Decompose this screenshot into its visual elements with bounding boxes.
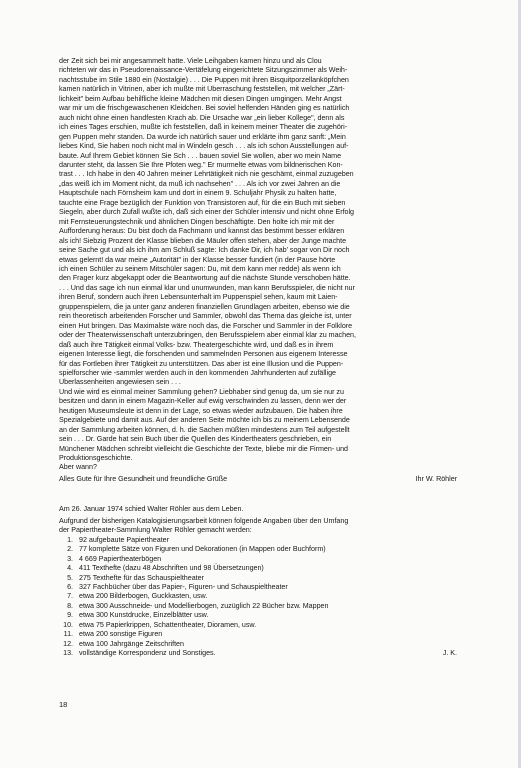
letter-line: trast . . . Ich habe in den 40 Jahren meiner Lehrtätigkeit nich nie geschämt, einmal zuzugeben xyxy=(59,170,354,179)
letter-line: ich einen Schüler zu seinem Mitschüler sagen: Du, mit dem kann mer redde) als wenn ich xyxy=(59,264,341,273)
letter-line: einen Hut bringen. Das Maximalste wäre noch das, die Forscher und Sammler in der Folklore xyxy=(59,321,353,330)
page-number: 18 xyxy=(59,700,68,709)
letter-line: . . . Und das sage ich nun einmal klar und unumwunden, man kann Berufsspieler, die nicht nur xyxy=(59,283,355,292)
letter-line: seine Sache gut und als ich ihm am Schluß sagte: Ich danke Dir, ich hab' sogar von Dir noch xyxy=(59,246,350,255)
letter-line: der Zeit sich bei mir angesammelt hatte. Viele Leihgaben kamen hinzu und als Clou xyxy=(59,57,322,65)
letter-line: den Frager kurz abgekappt oder die Beantwortung auf die nächste Stunde verschoben hätte. xyxy=(59,274,351,283)
letter-line: für das Fortleben ihrer Tätigkeit zu unterstützen. Das aber ist eine Illusion und die Puppen- xyxy=(59,359,344,368)
note-intro xyxy=(59,517,463,536)
letter-body xyxy=(59,57,463,473)
death-notice: Am 26. Januar 1974 schied Walter Röhler aus dem Leben. xyxy=(59,505,244,514)
letter-line: nachtsstube im Stile 1880 ein (Nostalgie) . . . Die Puppen mit ihren Bisquitporzellanköpfchen xyxy=(59,75,349,84)
collection-item-text: 4 669 Papiertheaterbögen xyxy=(79,554,162,563)
letter-line: rein theoretisch arbeitenden Forscher und Sammler, obwohl das Thema das gleiche ist, unter xyxy=(59,312,352,321)
collection-item-number: 6. xyxy=(67,583,73,592)
collection-list xyxy=(59,536,463,659)
letter-line: auch nicht ohne einen handfesten Krach ab. Die Ursache war „ein lieber Kollege", denn als xyxy=(59,113,345,122)
letter-line: war mir um die frischgewaschenen Kleidchen. Bei soviel helfenden Händen ging es natürlich xyxy=(59,104,350,113)
letter-line: Produktionsgeschichte. xyxy=(59,454,133,463)
collection-item-text: vollständige Korrespondenz und Sonstiges. xyxy=(79,649,216,658)
letter-line: ihren Beruf, sondern auch ihren Lebensunterhalt im Puppenspiel sehen, kaum mit Laien- xyxy=(59,293,338,302)
author-initials: J. K. xyxy=(442,649,457,658)
letter-line: Aufforderung heraus: Du bist doch da Fachmann und kannst das bestimmt besser erklären xyxy=(59,227,345,236)
letter-closing-row xyxy=(59,475,463,484)
letter-line: Münchener Mädchen schreibt vielleicht die Geschichte der Texte, bliebe mir die Firmen- und xyxy=(59,444,348,453)
collection-item-text: etwa 200 sonstige Figuren xyxy=(79,630,163,639)
letter-line: etwas gelernt! da war meine „Autorität" in der Klasse besser fundiert (in der Pause hörte xyxy=(59,255,336,264)
collection-item xyxy=(59,621,463,630)
collection-item-number: 2. xyxy=(67,545,73,554)
collection-item-text: etwa 300 Ausschneide- und Modellierbogen, zuzüglich 22 Bücher bzw. Mappen xyxy=(79,601,329,610)
collection-item-text: 275 Texthefte für das Schauspieltheater xyxy=(79,573,204,582)
collection-item-text: 327 Fachbücher über das Papier-, Figuren- und Schauspieltheater xyxy=(79,583,288,592)
letter-line: Und wie wird es einmal meiner Sammlung gehen? Liebhaber sind genug da, um sie nur zu xyxy=(59,387,344,396)
letter-line: ich eines Tages erschien, mußte ich feststellen, daß in keinem meiner Theater die zugehöri- xyxy=(59,123,348,132)
letter-line: mit Fernsteuerungstechnik und ähnlichen Dingen beschäftigte. Den holte ich mir mit der xyxy=(59,217,335,226)
collection-item xyxy=(59,630,463,639)
letter-line: als ich! Siebzig Prozent der Klasse blieben die Mäuler offen stehen, aber der Junge machte xyxy=(59,236,347,245)
collection-item-number: 12. xyxy=(63,639,73,648)
collection-item-number: 7. xyxy=(67,592,73,601)
note-intro-line: Aufgrund der bisherigen Katalogisierungsarbeit können folgende Angaben über den Umfang xyxy=(59,516,349,525)
letter-line: darunter steht, da lassen Sie Ihre Pfoten weg." Er murmelte etwas vom bildnerischen Kon- xyxy=(59,160,343,169)
collection-item-number: 1. xyxy=(67,535,73,544)
letter-line: heutigen Museumsleute ist denn in der Lage, so etwas wieder aufzubauen. Die haben ihre xyxy=(59,406,343,415)
letter-line: tauchte eine Frage bezüglich der Funktion von Transistoren auf, für die ein Buch mit sieben xyxy=(59,198,346,207)
letter-line: gruppenspielern, die ja unter ganz anderen finanziellen Grundlagen arbeiten, ebenso wie die xyxy=(59,302,350,311)
collection-item-number: 10. xyxy=(63,620,73,629)
letter-line: Siegeln, aber durch Zufall wußte ich, daß sich einer der Schüler intensiv und nicht ohne Erfolg xyxy=(59,208,354,217)
collection-item xyxy=(59,640,463,649)
collection-item xyxy=(59,564,463,573)
collection-item-text: etwa 100 Jahrgänge Zeitschriften xyxy=(79,639,184,648)
letter-line: sein . . . Dr. Garde hat sein Buch über die Quellen des Kindertheaters geschrieben, ein xyxy=(59,435,332,444)
collection-item xyxy=(59,574,463,583)
collection-item-number: 8. xyxy=(67,601,73,610)
collection-item-number: 13. xyxy=(63,649,73,658)
collection-item-text: 411 Texthefte (dazu 48 Abschriften und 98 Übersetzungen) xyxy=(79,564,264,573)
collection-item-number: 5. xyxy=(67,573,73,582)
letter-line: spielforscher wie -sammler werden auch in den kommenden Jahrhunderten auf zufällige xyxy=(59,368,336,377)
collection-item xyxy=(59,649,463,658)
letter-line: kamen natürlich in Vitrinen, aber ich mußte mit Überraschung feststellen, mit welcher „Zärt- xyxy=(59,85,345,94)
letter-line: „das weiß ich im Moment nicht, da muß ich nachsehen" . . . Als ich vor zwei Jahren an die xyxy=(59,179,341,188)
collection-item-text: etwa 200 Bilderbogen, Guckkasten, usw. xyxy=(79,592,208,601)
collection-item-text: etwa 75 Papierkrippen, Schattentheater, Dioramen, usw. xyxy=(79,620,257,629)
collection-item-number: 3. xyxy=(67,554,73,563)
letter-line: lichkeit" beim Aufbau behilfliche kleine Mädchen mit diesen Dingen umgingen. Mehr Angst xyxy=(59,94,342,103)
letter-line: Überlassenheiten angewiesen sein . . . xyxy=(59,378,181,387)
collection-item-number: 9. xyxy=(67,611,73,620)
letter-line: besitzen und dann in einem Magazin-Keller auf ewig verschwinden zu lassen, denn wer der xyxy=(59,397,347,406)
letter-line: an der Sammlung arbeiten können, d. h. die Sachen müßten mindestens zum Teil aufgestellt xyxy=(59,425,350,434)
collection-item xyxy=(59,583,463,592)
signature: Ihr W. Röhler xyxy=(415,474,457,483)
collection-item xyxy=(59,592,463,601)
collection-item xyxy=(59,555,463,564)
letter-line: Hauptschule nach Förnsheim kam und dort in einem 9. Schuljahr Physik zu halten hatte, xyxy=(59,189,337,198)
letter-line: oder der Theaterwissenschaft unterzubringen, den Berufsspielern aber einmal klar zu machen, xyxy=(59,331,356,340)
collection-item xyxy=(59,611,463,620)
collection-item-text: 92 aufgebaute Papiertheater xyxy=(79,535,169,544)
collection-item-text: 77 komplette Sätze von Figuren und Dekorationen (in Mappen oder Buchform) xyxy=(79,545,326,554)
letter-line: Aber wann? xyxy=(59,463,97,472)
collection-item xyxy=(59,545,463,554)
collection-item-number: 4. xyxy=(67,564,73,573)
letter-line: daß auch ihre Tätigkeit einmal Volks- bzw. Theatergeschichte wird, und daß es in ihrem xyxy=(59,340,334,349)
collection-item-number: 11. xyxy=(63,630,73,639)
collection-item xyxy=(59,602,463,611)
collection-item xyxy=(59,536,463,545)
page-content xyxy=(59,57,463,659)
letter-line: gen Puppen mehr standen. Da wurde ich natürlich sauer und erklärte ihm ganz sanft: „Mein xyxy=(59,132,346,141)
closing-text: Alles Gute für Ihre Gesundheit und freundliche Grüße xyxy=(59,474,228,483)
letter-line: richteten wir das in Pseudorenaissance-Vertäfelung eingerichtete Sitzungszimmer als Weih- xyxy=(59,66,348,75)
letter-line: eigenen Interesse liegt, die forschenden und sammelnden Personen aus eigenem Interesse xyxy=(59,350,348,359)
letter-line: liebes Kind, Sie haben noch nicht mal in Windeln gesch . . . als ich schon Ausstellungen auf- xyxy=(59,142,349,151)
letter-line: Spezialgebiete und damit aus. Auf der anderen Seite möchte ich bis zu meinem Lebensende xyxy=(59,416,350,425)
letter-line: baute. Auf Ihrem Gebiet können Sie Sch . . . bauen soviel Sie wollen, aber wo mein Name xyxy=(59,151,342,160)
note-intro-line: der Papiertheater-Sammlung Walter Röhler gemacht werden: xyxy=(59,526,252,535)
collection-item-text: etwa 300 Kunstdrucke, Einzelblätter usw. xyxy=(79,611,209,620)
